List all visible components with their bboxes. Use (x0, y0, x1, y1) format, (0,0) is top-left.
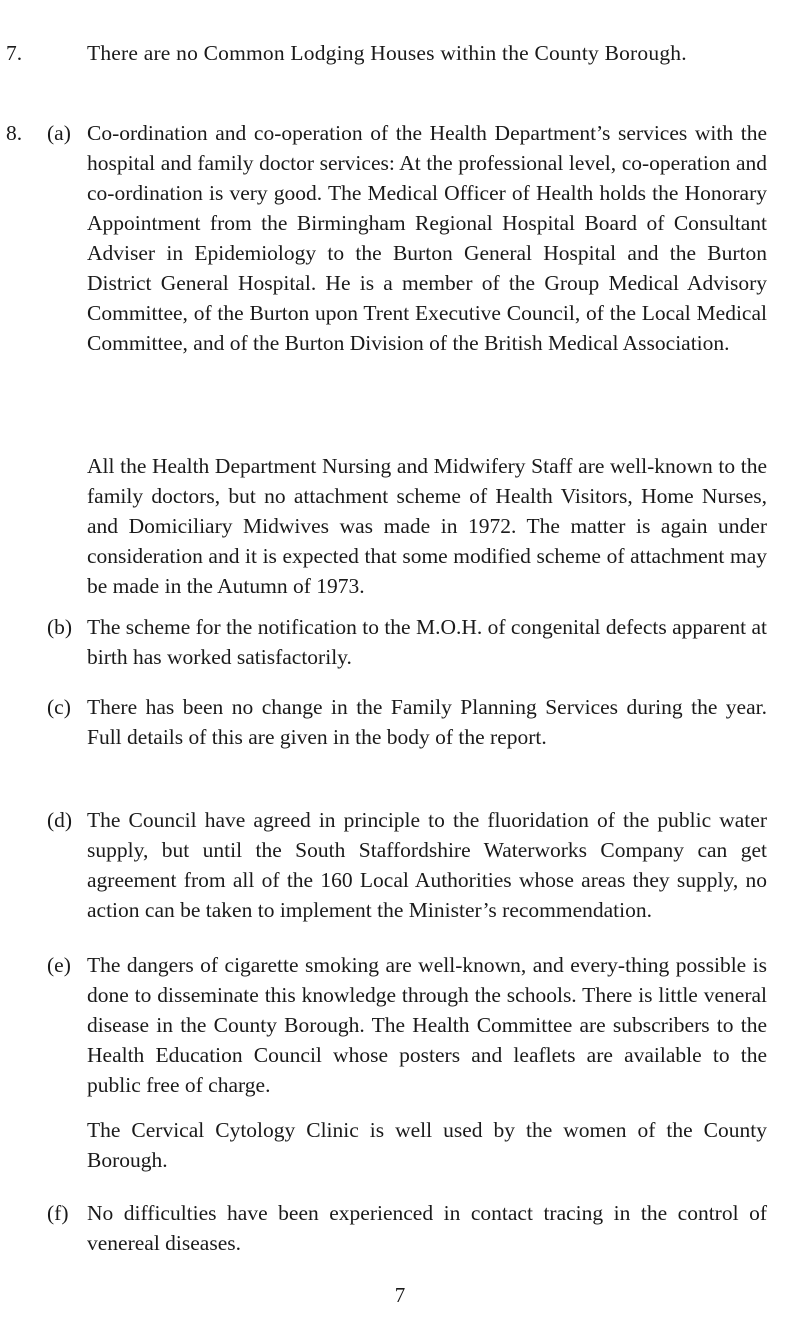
item-number: 7. (6, 41, 23, 65)
sub-label-e: (e) (47, 953, 71, 977)
sub-label-a: (a) (47, 121, 71, 145)
item-7-text: There are no Common Lodging Houses within the County Borough. (87, 41, 687, 65)
page-number: 7 (394, 1283, 406, 1307)
item-8a-paragraph-2: All the Health Department Nursing and Midwifery Staff are well-known to the family doctors, but no attachment scheme of Health Visitors, Home Nurses, and Domiciliary Midwives was made in 1972. The matter is again under consideration and it is expected that some modified scheme of attachment may be made in the Autumn of 1973. (87, 454, 767, 598)
item-8e-paragraph-1: The dangers of cigarette smoking are well-known, and every-thing possible is done to disseminate this knowledge through the schools. There is little veneral disease in the County Borough. The Health Committee are subscribers to the Health Education Council whose posters and leaflets are available to the public free of charge. (87, 953, 767, 1097)
sub-label-d: (d) (47, 808, 73, 832)
sub-label-b: (b) (47, 615, 73, 639)
item-8b-text: The scheme for the notification to the M.O.H. of congenital defects apparent at birth has worked satisfactorily. (87, 615, 767, 669)
sub-label-c: (c) (47, 695, 71, 719)
item-8d-text: The Council have agreed in principle to the fluoridation of the public water supply, but until the South Staffordshire Waterworks Company can get agreement from all of the 160 Local Authorities whose areas they supply, no action can be taken to implement the Minister’s recommendation. (87, 808, 767, 922)
sub-label-f: (f) (47, 1201, 69, 1225)
item-8c-text: There has been no change in the Family Planning Services during the year. Full details of this are given in the body of the report. (87, 695, 767, 749)
item-8a-paragraph-1: Co-ordination and co-operation of the Health Department’s services with the hospital and family doctor services: At the professional level, co-operation and co-ordination is very good. The Medical Officer of Health holds the Honorary Appointment from the Birmingham Regional Hospital Board of Consultant Adviser in Epidemiology to the Burton General Hospital and the Burton District General Hospital. He is a member of the Group Medical Advisory Committee, of the Burton upon Trent Executive Council, of the Local Medical Committee, and of the Burton Division of the British Medical Association. (87, 121, 767, 355)
item-number: 8. (6, 121, 23, 145)
item-8e-paragraph-2: The Cervical Cytology Clinic is well used by the women of the County Borough. (87, 1118, 767, 1172)
item-8f-text: No difficulties have been experienced in contact tracing in the control of venereal diseases. (87, 1201, 767, 1255)
